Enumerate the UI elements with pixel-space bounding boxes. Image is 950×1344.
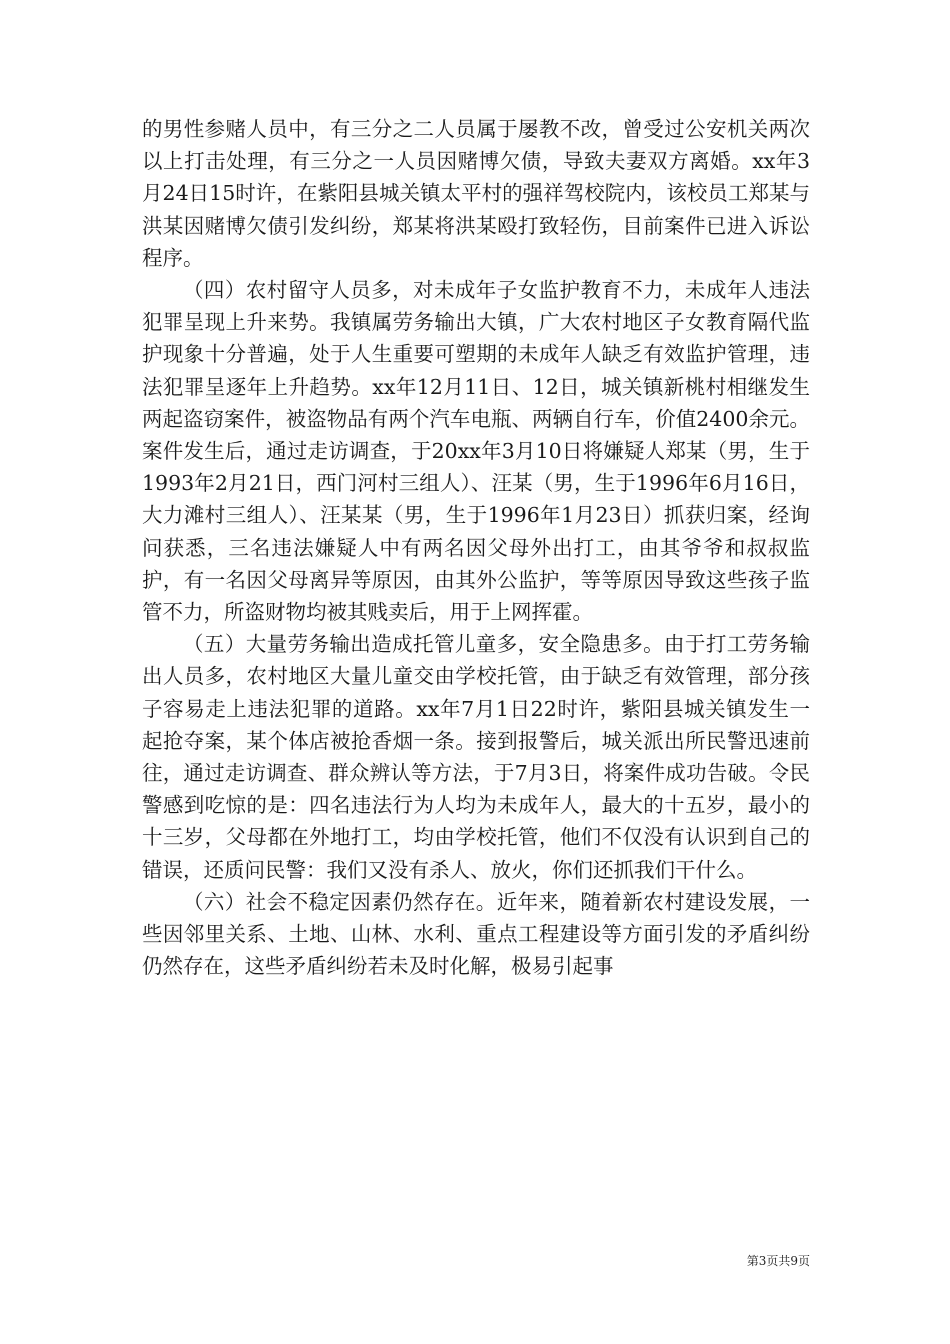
paragraph-section-5: （五）大量劳务输出造成托管儿童多，安全隐患多。由于打工劳务输出人员多，农村地区大量儿童交由学校托管，由于缺乏有效管理，部分孩子容易走上违法犯罪的道路。xx年7月1日22时许，紫阳县城关镇发生一起抢夺案，某个体店被抢香烟一条。接到报警后，城关派出所民警迅速前往，通过走访调查、群众辨认等方法，于7月3日，将案件成功告破。令民警感到吃惊的是：四名违法行为人均为未成年人，最大的十五岁，最小的十三岁，父母都在外地打工，均由学校托管，他们不仅没有认识到自己的错误，还质问民警：我们又没有杀人、放火，你们还抓我们干什么。 xyxy=(142,632,810,882)
paragraph-section-4: （四）农村留守人员多，对未成年子女监护教育不力，未成年人违法犯罪呈现上升来势。我镇属劳务输出大镇，广大农村地区子女教育隔代监护现象十分普遍，处于人生重要可塑期的未成年人缺乏有效监护管理，违法犯罪呈逐年上升趋势。xx年12月11日、12日，城关镇新桃村相继发生两起盗窃案件，被盗物品有两个汽车电瓶、两辆自行车，价值2400余元。案件发生后，通过走访调查，于20xx年3月10日将嫌疑人郑某（男，生于1993年2月21日，西门河村三组人）、汪某（男，生于1996年6月16日，大力滩村三组人）、汪某某（男，生于1996年1月23日）抓获归案，经询问获悉，三名违法嫌疑人中有两名因父母外出打工，由其爷爷和叔叔监护，有一名因父母离异等原因，由其外公监护，等等原因导致这些孩子监管不力，所盗财物均被其贱卖后，用于上网挥霍。 xyxy=(142,278,810,625)
page-number-footer: 第3页共9页 xyxy=(746,1254,810,1268)
paragraph-section-6: （六）社会不稳定因素仍然存在。近年来，随着新农村建设发展，一些因邻里关系、土地、山林、水利、重点工程建设等方面引发的矛盾纠纷仍然存在，这些矛盾纠纷若未及时化解，极易引起事 xyxy=(142,889,810,979)
document-body xyxy=(142,113,810,982)
paragraph-continued: 的男性参赌人员中，有三分之二人员属于屡教不改，曾受过公安机关两次以上打击处理，有三分之一人员因赌博欠债，导致夫妻双方离婚。xx年3月24日15时许，在紫阳县城关镇太平村的强祥驾校院内，该校员工郑某与洪某因赌博欠债引发纠纷，郑某将洪某殴打致轻伤，目前案件已进入诉讼程序。 xyxy=(142,117,810,270)
